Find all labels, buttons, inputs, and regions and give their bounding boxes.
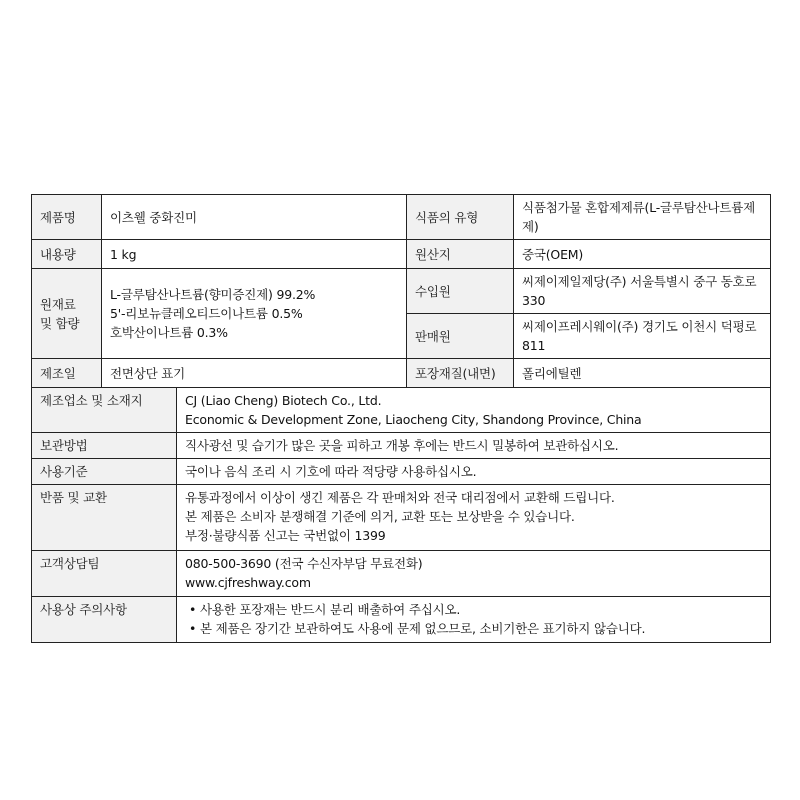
manufacturer-line: Economic & Development Zone, Liaocheng City, Shandong Province, China xyxy=(185,412,642,427)
ingredient-item: 5'-리보뉴클레오티드이나트륨 0.5% xyxy=(110,306,303,321)
ingredient-item: L-글루탐산나트륨(향미증진제) 99.2% xyxy=(110,287,316,302)
caution-label: 사용상 주의사항 xyxy=(32,597,177,643)
seller-label: 판매원 xyxy=(407,314,514,359)
packaging-value: 폴리에틸렌 xyxy=(514,359,771,388)
packaging-label: 포장재질(내면) xyxy=(407,359,514,388)
mfg-date-value: 전면상단 표기 xyxy=(102,359,407,388)
ingredient-item: 호박산이나트륨 0.3% xyxy=(110,325,228,340)
ingredients-value xyxy=(102,269,407,359)
row-ingredients-importer xyxy=(32,269,771,314)
row-storage xyxy=(32,433,771,459)
manufacturer-label: 제조업소 및 소재지 xyxy=(32,388,177,433)
cs-website: www.cjfreshway.com xyxy=(185,575,311,590)
row-caution xyxy=(32,597,771,643)
storage-label: 보관방법 xyxy=(32,433,177,459)
product-name-value: 이츠웰 중화진미 xyxy=(102,195,407,240)
seller-value: 씨제이프레시웨이(주) 경기도 이천시 덕평로 811 xyxy=(514,314,771,359)
food-type-label: 식품의 유형 xyxy=(407,195,514,240)
food-type-value: 식품첨가물 혼합제제류(L-글루탐산나트륨제제) xyxy=(514,195,771,240)
product-name-label: 제품명 xyxy=(32,195,102,240)
importer-label: 수입원 xyxy=(407,269,514,314)
content-label: 내용량 xyxy=(32,240,102,269)
return-label: 반품 및 교환 xyxy=(32,485,177,551)
product-info-table xyxy=(31,194,771,643)
row-manufacturer xyxy=(32,388,771,433)
cs-value xyxy=(177,551,771,597)
manufacturer-line: CJ (Liao Cheng) Biotech Co., Ltd. xyxy=(185,393,382,408)
caution-value xyxy=(177,597,771,643)
row-mfg-date xyxy=(32,359,771,388)
ingredients-label-line-1: 원재료 xyxy=(40,296,76,312)
product-info-label xyxy=(31,194,770,643)
content-value: 1 kg xyxy=(102,240,407,269)
caution-item: • 본 제품은 장기간 보관하여도 사용에 문제 없으므로, 소비기한은 표기하지 않습니다. xyxy=(185,619,762,638)
usage-label: 사용기준 xyxy=(32,459,177,485)
return-value xyxy=(177,485,771,551)
row-customer-service xyxy=(32,551,771,597)
origin-value: 중국(OEM) xyxy=(514,240,771,269)
importer-value: 씨제이제일제당(주) 서울특별시 중구 동호로 330 xyxy=(514,269,771,314)
row-content xyxy=(32,240,771,269)
cs-phone: 080-500-3690 (전국 수신자부담 무료전화) xyxy=(185,556,423,571)
storage-value: 직사광선 및 습기가 많은 곳을 피하고 개봉 후에는 반드시 밀봉하여 보관하십시오. xyxy=(177,433,771,459)
ingredients-label-line-2: 및 함량 xyxy=(40,315,80,331)
caution-item: • 사용한 포장재는 반드시 분리 배출하여 주십시오. xyxy=(185,600,762,619)
cs-label: 고객상담팀 xyxy=(32,551,177,597)
origin-label: 원산지 xyxy=(407,240,514,269)
return-line: 유통과정에서 이상이 생긴 제품은 각 판매처와 전국 대리점에서 교환해 드립니다. xyxy=(185,490,615,505)
return-line: 본 제품은 소비자 분쟁해결 기준에 의거, 교환 또는 보상받을 수 있습니다. xyxy=(185,509,575,524)
usage-value: 국이나 음식 조리 시 기호에 따라 적당량 사용하십시오. xyxy=(177,459,771,485)
manufacturer-value xyxy=(177,388,771,433)
return-line: 부정·불량식품 신고는 국번없이 1399 xyxy=(185,528,386,543)
row-product-name xyxy=(32,195,771,240)
row-return xyxy=(32,485,771,551)
ingredients-label xyxy=(32,269,102,359)
row-usage xyxy=(32,459,771,485)
mfg-date-label: 제조일 xyxy=(32,359,102,388)
